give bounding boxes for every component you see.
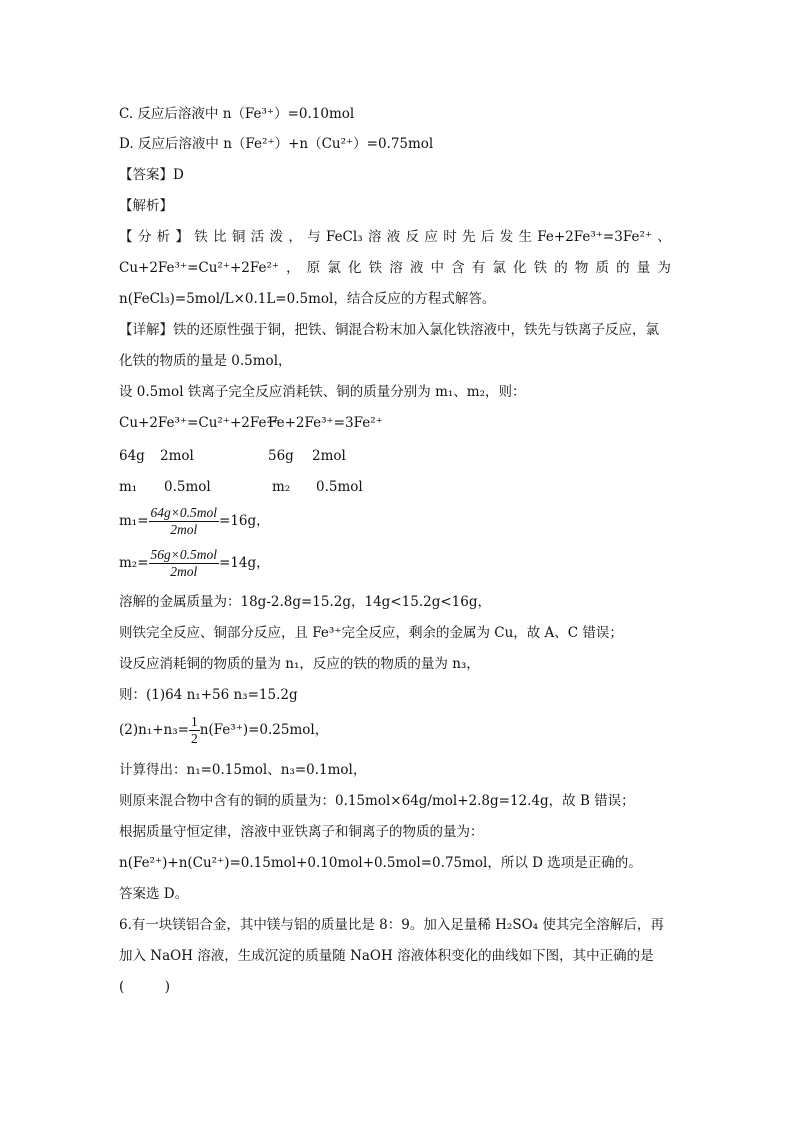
analysis-line-3: n(FeCl₃)=5mol/L×0.1L=0.5mol，结合反应的方程式解答。 — [119, 291, 496, 307]
analysis-line-1-segment: 先 — [462, 229, 476, 245]
calculation-result: 计算得出：n₁=0.15mol、n₃=0.1mol， — [119, 762, 367, 778]
analysis-line-1-segment: 铁 — [194, 229, 208, 245]
analysis-line-1-segment: 比 — [213, 229, 227, 245]
analysis-line-1-segment: 反 — [405, 229, 420, 245]
analysis-line-1-segment: 【 — [119, 229, 133, 245]
total-amount: n(Fe²⁺)+n(Cu²⁺)=0.15mol+0.10mol+0.5mol=0.75mol，所以 D 选项是正确的。 — [119, 855, 642, 871]
ratio-row2-b: 0.5mol — [164, 479, 211, 495]
conclusion-1: 则铁完全反应、铜部分反应，且 Fe³⁺完全反应，剩余的金属为 Cu，故 A、C 错误； — [119, 625, 623, 641]
m1-result: =16g， — [219, 513, 270, 529]
analysis-line-1-segment: FeCl₃ — [325, 229, 363, 245]
analysis-line-2-segment: 物 — [574, 260, 589, 276]
analysis-line-2-segment: 为 — [657, 260, 671, 276]
m2-prefix: m₂= — [119, 555, 149, 571]
analysis-line-1-segment: 分 — [137, 229, 152, 245]
analysis-line-1-segment: 时 — [443, 229, 457, 245]
dissolved-mass: 溶解的金属质量为：18g-2.8g=15.2g，14g<15.2g<16g， — [119, 594, 491, 610]
analysis-line-2-segment: 化 — [513, 260, 527, 276]
m1-prefix: m₁= — [119, 513, 149, 529]
equation-fe: Fe+2Fe³⁺=3Fe²⁺ — [268, 415, 383, 431]
m1-fraction — [149, 505, 220, 538]
ratio-row1-c: 56g — [268, 448, 294, 464]
m1-formula — [119, 504, 270, 538]
analysis-line-2-segment: 铁 — [533, 260, 548, 276]
analysis-line-1-segment: 发 — [499, 229, 514, 245]
analysis-line-1-segment: 应 — [424, 229, 438, 245]
m2-fraction — [149, 547, 220, 580]
analysis-line-2-segment: 铁 — [368, 260, 383, 276]
analysis-line-1-segment: 液 — [386, 229, 401, 245]
ratio-row1-a: 64g — [119, 448, 145, 464]
analysis-line-1-segment: 铜 — [231, 229, 246, 245]
assumption: 设反应消耗铜的物质的量为 n₁，反应的铁的物质的量为 n₃， — [119, 656, 480, 672]
ratio-row1-b: 2mol — [160, 448, 194, 464]
analysis-line-1-segment: 】 — [175, 229, 189, 245]
analysis-line-2-segment: 量 — [636, 260, 651, 276]
analysis-line-2-segment: 中 — [430, 260, 445, 276]
m2-result: =14g， — [219, 555, 270, 571]
question6-blank: ( ) — [119, 979, 171, 995]
m1-denominator: 2mol — [170, 522, 198, 537]
conservation-law: 根据质量守恒定律，溶液中亚铁离子和铜离子的物质的量为： — [119, 824, 484, 840]
analysis-line-2-segment: 原 — [306, 260, 321, 276]
analysis-line-2 — [119, 259, 671, 277]
analysis-line-1-segment: 活 — [250, 229, 265, 245]
equation-cu: Cu+2Fe³⁺=Cu²⁺+2Fe²⁺ — [119, 415, 280, 431]
final-answer: 答案选 D。 — [119, 886, 189, 902]
analysis-line-1-segment: 溶 — [367, 229, 382, 245]
analysis-line-1-segment: 泼 — [269, 229, 283, 245]
analysis-line-2-segment: Cu+2Fe³⁺=Cu²⁺+2Fe²⁺ — [119, 260, 280, 276]
half-fraction — [189, 714, 200, 747]
detail-line-1: 【详解】铁的还原性强于铜，把铁、铜混合粉末加入氯化铁溶液中，铁先与铁离子反应，氯 — [119, 322, 659, 338]
m2-denominator: 2mol — [170, 564, 198, 579]
analysis-label: 【解析】 — [119, 198, 173, 214]
analysis-line-2-segment: 氯 — [327, 260, 341, 276]
ratio-row2-c: m₂ — [272, 479, 291, 495]
question6-line-1: 6.有一块镁铝合金，其中镁与铝的质量比是 8：9。加入足量稀 H₂SO₄ 使其完全溶解后，再 — [119, 917, 664, 933]
analysis-line-1-segment: 生 — [518, 229, 532, 245]
analysis-line-2-segment: 质 — [595, 260, 610, 276]
analysis-line-1-segment: 、 — [657, 229, 671, 245]
analysis-line-1 — [119, 228, 671, 246]
equation-1: 则：(1)64 n₁+56 n₃=15.2g — [119, 687, 298, 703]
m1-numerator: 64g×0.5mol — [150, 505, 218, 520]
analysis-line-2-segment: 液 — [409, 260, 424, 276]
equation-2 — [119, 713, 328, 747]
analysis-line-1-segment: Fe+2Fe³⁺=3Fe²⁺ — [537, 229, 652, 245]
analysis-line-2-segment: 的 — [554, 260, 568, 276]
eq2-prefix: (2)n₁+n₃= — [119, 722, 189, 738]
analysis-line-2-segment: 含 — [451, 260, 465, 276]
option-c: C. 反应后溶液中 n（Fe³⁺）=0.10mol — [119, 106, 355, 122]
analysis-line-2-segment: 有 — [471, 260, 486, 276]
analysis-line-1-segment: 析 — [156, 229, 171, 245]
half-denominator: 2 — [190, 731, 198, 746]
ratio-row2-a: m₁ — [119, 479, 138, 495]
detail-line-3: 设 0.5mol 铁离子完全反应消耗铁、铜的质量分别为 m₁、m₂，则： — [119, 384, 526, 400]
question6-line-2: 加入 NaOH 溶液，生成沉淀的质量随 NaOH 溶液体积变化的曲线如下图，其中正确的是 — [119, 948, 654, 964]
analysis-line-1-segment: 后 — [480, 229, 495, 245]
ratio-row1-d: 2mol — [312, 448, 346, 464]
m2-formula — [119, 546, 270, 580]
analysis-line-2-segment: ， — [286, 260, 300, 276]
ratio-row2-d: 0.5mol — [316, 479, 363, 495]
copper-mass: 则原来混合物中含有的铜的质量为：0.15mol×64g/mol+2.8g=12.4g，故 B 错误； — [119, 793, 635, 809]
detail-line-2: 化铁的物质的量是 0.5mol， — [119, 353, 292, 369]
answer-label: 【答案】D — [119, 167, 184, 183]
analysis-line-2-segment: 的 — [616, 260, 630, 276]
half-numerator: 1 — [190, 714, 198, 729]
eq2-suffix: n(Fe³⁺)=0.25mol， — [199, 722, 329, 738]
analysis-line-2-segment: 化 — [348, 260, 362, 276]
analysis-line-1-segment: ， — [288, 229, 302, 245]
analysis-line-2-segment: 氯 — [492, 260, 506, 276]
m2-numerator: 56g×0.5mol — [150, 547, 218, 562]
analysis-line-1-segment: 与 — [307, 229, 321, 245]
analysis-line-2-segment: 溶 — [389, 260, 403, 276]
option-d: D. 反应后溶液中 n（Fe²⁺）+n（Cu²⁺）=0.75mol — [119, 136, 434, 152]
